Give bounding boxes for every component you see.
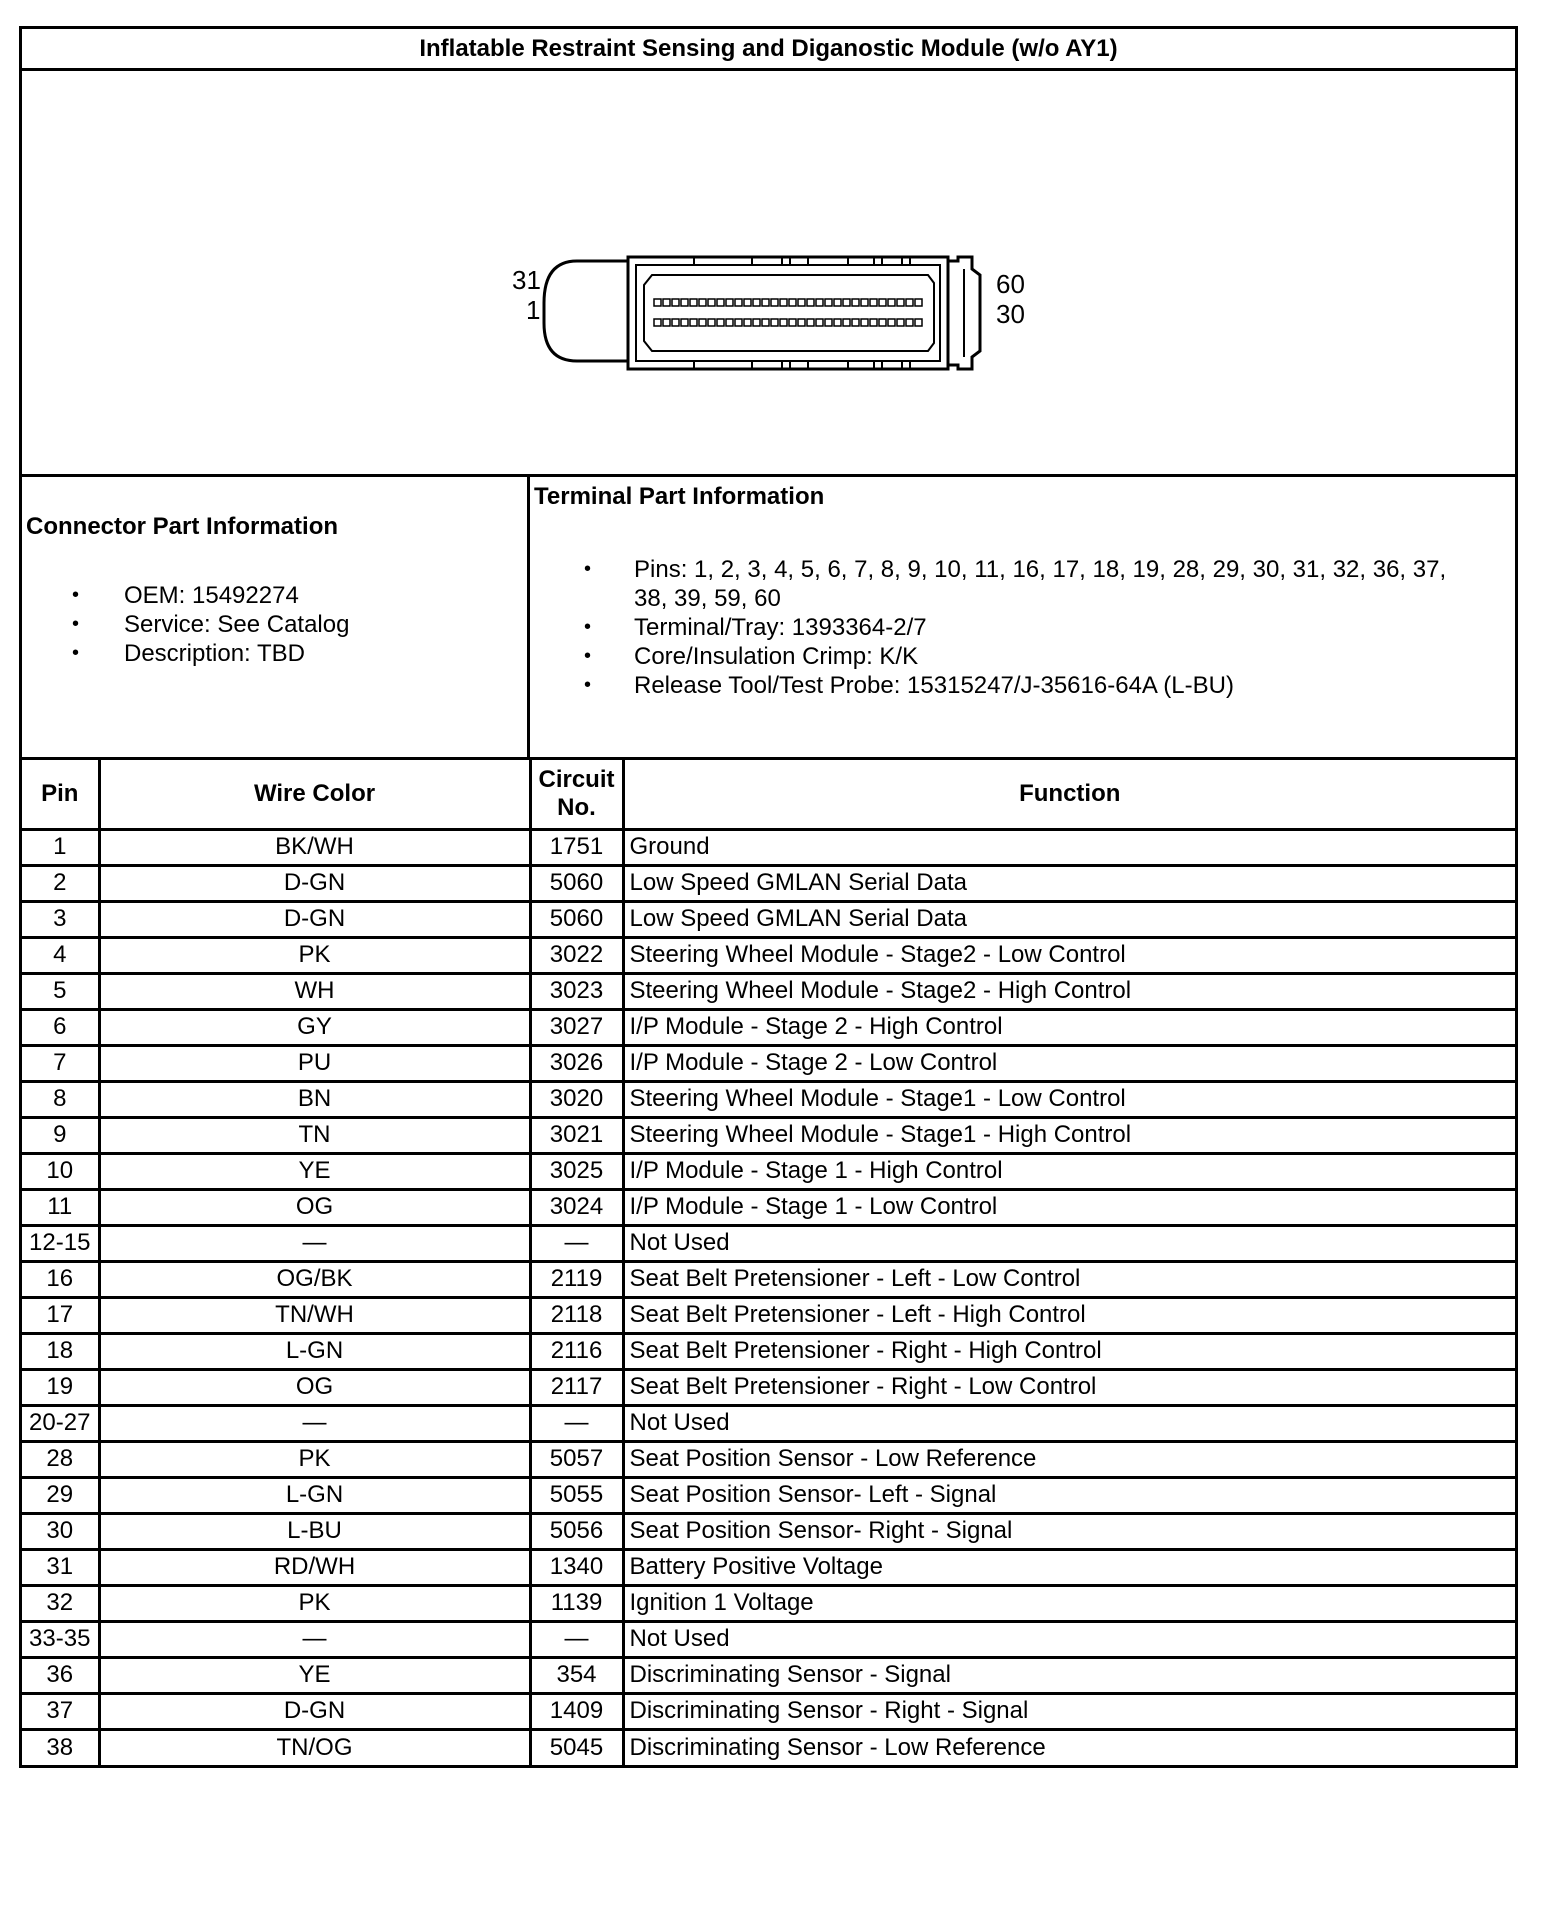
wire-color-cell: TN/WH [99,1297,530,1333]
function-cell: Discriminating Sensor - Low Reference [623,1729,1515,1765]
pin-label-1: 1 [526,295,541,325]
pin-cavity [897,319,904,326]
pin-cell: 36 [22,1657,99,1693]
pin-cavity [915,319,922,326]
pin-cell: 37 [22,1693,99,1729]
pin-cell: 8 [22,1081,99,1117]
pin-cavity [888,299,895,306]
circuit-cell: 3021 [530,1117,623,1153]
function-cell: Seat Position Sensor- Left - Signal [623,1477,1515,1513]
function-cell: Steering Wheel Module - Stage2 - Low Control [623,937,1515,973]
circuit-cell: 3026 [530,1045,623,1081]
wire-color-cell: — [99,1405,530,1441]
pin-cavity [843,319,850,326]
function-cell: Not Used [623,1621,1515,1657]
circuit-cell: 1139 [530,1585,623,1621]
function-cell: Ignition 1 Voltage [623,1585,1515,1621]
pin-cavity [753,319,760,326]
pin-cavity [717,319,724,326]
circuit-cell: 3025 [530,1153,623,1189]
pin-cavity [879,299,886,306]
table-row [22,1081,1515,1117]
circuit-cell: 3024 [530,1189,623,1225]
pin-cell: 7 [22,1045,99,1081]
pin-cavity [753,299,760,306]
bullet-icon: • [584,674,592,696]
pin-cell: 4 [22,937,99,973]
table-row [22,1729,1515,1765]
connector-info-list [26,581,527,668]
pin-cavity [906,299,913,306]
pin-cavity [816,299,823,306]
function-cell: Seat Belt Pretensioner - Left - Low Control [623,1261,1515,1297]
bullet-icon: • [72,584,80,606]
connector-diagram [22,71,1515,477]
pin-cell: 31 [22,1549,99,1585]
wire-color-cell: D-GN [99,865,530,901]
circuit-cell: 3022 [530,937,623,973]
bullet-icon: • [584,616,592,638]
pin-cavity [681,319,688,326]
pin-cavity [780,319,787,326]
wire-color-cell: — [99,1225,530,1261]
connector-drawing [22,71,1515,474]
wire-color-cell: D-GN [99,1693,530,1729]
circuit-cell: 5056 [530,1513,623,1549]
pin-cavity [654,319,661,326]
table-row [22,1441,1515,1477]
list-item: • Release Tool/Test Probe: 15315247/J-35616-64A (L-BU) [584,672,1234,699]
wire-color-cell: BN [99,1081,530,1117]
pin-cavity [762,299,769,306]
table-row [22,1153,1515,1189]
pin-cavity [798,299,805,306]
pin-cell: 9 [22,1117,99,1153]
page-title: Inflatable Restraint Sensing and Diganostic Module (w/o AY1) [22,29,1515,71]
table-row [22,1621,1515,1657]
list-item: • OEM: 15492274 [72,582,299,609]
pin-cavity [870,319,877,326]
pin-cell: 30 [22,1513,99,1549]
pin-cavity [726,319,733,326]
bullet-icon: • [584,558,592,580]
pin-cell: 38 [22,1729,99,1765]
pin-cell: 2 [22,865,99,901]
pinout-table [22,760,1515,1765]
pin-cavity [879,319,886,326]
circuit-cell: 2118 [530,1297,623,1333]
wire-color-cell: RD/WH [99,1549,530,1585]
circuit-cell: — [530,1405,623,1441]
pin-cavity [915,299,922,306]
circuit-cell: — [530,1225,623,1261]
function-cell: Discriminating Sensor - Right - Signal [623,1693,1515,1729]
circuit-cell: 2116 [530,1333,623,1369]
pin-cavity [735,299,742,306]
pin-cavity [654,299,661,306]
table-row [22,865,1515,901]
bullet-icon: • [72,642,80,664]
circuit-cell: 5060 [530,865,623,901]
pin-cavity [690,319,697,326]
col-header-pin: Pin [22,760,99,829]
function-cell: Not Used [623,1225,1515,1261]
function-cell: Seat Belt Pretensioner - Left - High Control [623,1297,1515,1333]
connector-part-info [22,477,530,757]
wire-color-cell: YE [99,1657,530,1693]
pin-cavity [663,319,670,326]
table-row [22,1189,1515,1225]
pin-cavity [807,299,814,306]
connector-info-heading: Connector Part Information [26,513,339,540]
pin-cavity [789,319,796,326]
table-row [22,973,1515,1009]
pin-cell: 6 [22,1009,99,1045]
table-row [22,1045,1515,1081]
circuit-cell: 2119 [530,1261,623,1297]
pin-cell: 19 [22,1369,99,1405]
function-cell: Discriminating Sensor - Signal [623,1657,1515,1693]
pin-cavity [726,299,733,306]
list-item: • Core/Insulation Crimp: K/K [584,643,919,670]
pin-cavity [861,299,868,306]
pin-cavity [672,299,679,306]
pin-cell: 11 [22,1189,99,1225]
wire-color-cell: YE [99,1153,530,1189]
pin-cavity [708,299,715,306]
pin-cavity [762,319,769,326]
circuit-cell: 1409 [530,1693,623,1729]
pin-cavity [780,299,787,306]
bullet-icon: • [72,613,80,635]
pin-cavity [825,299,832,306]
table-row [22,1297,1515,1333]
wire-color-cell: OG [99,1369,530,1405]
pin-cell: 16 [22,1261,99,1297]
pin-cavity [735,319,742,326]
pin-cavity [744,319,751,326]
pin-cavity [906,319,913,326]
table-row [22,1549,1515,1585]
circuit-cell: 2117 [530,1369,623,1405]
pin-cavity [672,319,679,326]
pin-cell: 1 [22,829,99,865]
wire-color-cell: PK [99,1585,530,1621]
wire-color-cell: OG [99,1189,530,1225]
circuit-cell: 3027 [530,1009,623,1045]
pin-cavity [690,299,697,306]
pin-cavity [708,319,715,326]
pin-label-31: 31 [512,265,541,295]
table-row [22,937,1515,973]
pin-cavity [888,319,895,326]
function-cell: I/P Module - Stage 1 - High Control [623,1153,1515,1189]
table-row [22,1513,1515,1549]
pin-cell: 32 [22,1585,99,1621]
function-cell: Seat Position Sensor- Right - Signal [623,1513,1515,1549]
wire-color-cell: — [99,1621,530,1657]
function-cell: Low Speed GMLAN Serial Data [623,901,1515,937]
table-row [22,1009,1515,1045]
terminal-info-heading: Terminal Part Information [534,483,825,510]
wire-color-cell: L-BU [99,1513,530,1549]
pin-cell: 29 [22,1477,99,1513]
wire-color-cell: WH [99,973,530,1009]
circuit-cell: 1340 [530,1549,623,1585]
pin-cavity [834,319,841,326]
table-row [22,829,1515,865]
function-cell: Seat Belt Pretensioner - Right - High Control [623,1333,1515,1369]
pin-cavity [807,319,814,326]
wire-color-cell: L-GN [99,1477,530,1513]
pin-cavity [681,299,688,306]
table-row [22,1117,1515,1153]
pin-cell: 5 [22,973,99,1009]
wire-color-cell: PU [99,1045,530,1081]
pin-cavity [699,299,706,306]
wire-color-cell: PK [99,1441,530,1477]
pin-cavity [771,299,778,306]
pin-cell: 28 [22,1441,99,1477]
function-cell: I/P Module - Stage 1 - Low Control [623,1189,1515,1225]
circuit-cell: 3023 [530,973,623,1009]
table-row [22,1405,1515,1441]
circuit-cell: — [530,1621,623,1657]
pin-cavity [861,319,868,326]
table-row [22,1261,1515,1297]
list-item: • Terminal/Tray: 1393364-2/7 [584,614,927,641]
function-cell: I/P Module - Stage 2 - High Control [623,1009,1515,1045]
list-item: • Description: TBD [72,640,305,667]
pin-cavity [870,299,877,306]
function-cell: Steering Wheel Module - Stage2 - High Control [623,973,1515,1009]
wire-color-cell: GY [99,1009,530,1045]
pin-cavity [771,319,778,326]
pin-cell: 10 [22,1153,99,1189]
table-row [22,1585,1515,1621]
list-item: • Service: See Catalog [72,611,350,638]
terminal-part-info [530,477,1515,757]
pin-cavity [852,299,859,306]
function-cell: Not Used [623,1405,1515,1441]
function-cell: Steering Wheel Module - Stage1 - Low Control [623,1081,1515,1117]
table-row [22,1369,1515,1405]
pin-cell: 33-35 [22,1621,99,1657]
table-row [22,1693,1515,1729]
wire-color-cell: TN [99,1117,530,1153]
circuit-cell: 5045 [530,1729,623,1765]
pin-cavity [663,299,670,306]
pin-label-60: 60 [996,269,1025,299]
terminal-info-list [534,555,1515,700]
table-row [22,901,1515,937]
pin-cell: 18 [22,1333,99,1369]
wire-color-cell: PK [99,937,530,973]
bullet-icon: • [584,645,592,667]
function-cell: Steering Wheel Module - Stage1 - High Control [623,1117,1515,1153]
pin-cavity [789,299,796,306]
pin-cavity [744,299,751,306]
pin-cell: 20-27 [22,1405,99,1441]
function-cell: Low Speed GMLAN Serial Data [623,865,1515,901]
function-cell: Ground [623,829,1515,865]
pin-cavity [717,299,724,306]
function-cell: Seat Position Sensor - Low Reference [623,1441,1515,1477]
pin-cavity [834,299,841,306]
circuit-cell: 354 [530,1657,623,1693]
wire-color-cell: BK/WH [99,829,530,865]
circuit-cell: 5057 [530,1441,623,1477]
wire-color-cell: OG/BK [99,1261,530,1297]
col-header-function: Function [623,760,1515,829]
col-header-circuit: Circuit No. [530,760,623,829]
circuit-cell: 3020 [530,1081,623,1117]
wire-color-cell: TN/OG [99,1729,530,1765]
table-row [22,1225,1515,1261]
pinout-sheet [19,26,1518,1768]
pin-label-30: 30 [996,299,1025,329]
circuit-cell: 1751 [530,829,623,865]
part-info [22,477,1515,760]
pin-cavity [852,319,859,326]
pin-cell: 17 [22,1297,99,1333]
table-row [22,1477,1515,1513]
circuit-cell: 5055 [530,1477,623,1513]
wire-color-cell: L-GN [99,1333,530,1369]
pin-cavity [699,319,706,326]
pin-cavity [825,319,832,326]
pin-cavity [843,299,850,306]
list-item: • Pins: 1, 2, 3, 4, 5, 6, 7, 8, 9, 10, 11, 16, 17, 18, 19, 28, 29, 30, 31, 32, 36, 37, 38, 39, 59, 60 [584,556,1447,612]
circuit-cell: 5060 [530,901,623,937]
function-cell: Seat Belt Pretensioner - Right - Low Control [623,1369,1515,1405]
pin-cavity [897,299,904,306]
pin-cavity [816,319,823,326]
col-header-wire-color: Wire Color [99,760,530,829]
function-cell: Battery Positive Voltage [623,1549,1515,1585]
table-row [22,1333,1515,1369]
pin-cell: 3 [22,901,99,937]
pin-cell: 12-15 [22,1225,99,1261]
pin-cavity [798,319,805,326]
wire-color-cell: D-GN [99,901,530,937]
function-cell: I/P Module - Stage 2 - Low Control [623,1045,1515,1081]
table-row [22,1657,1515,1693]
